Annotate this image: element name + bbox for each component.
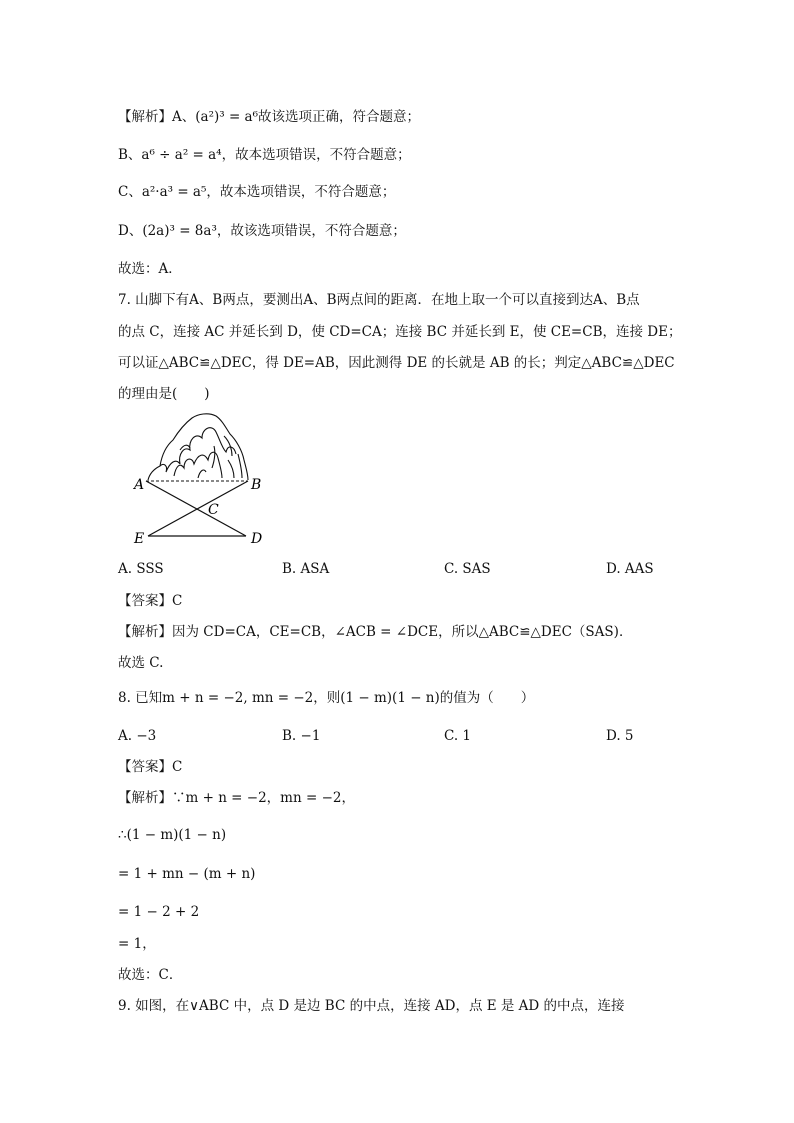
q8-analysis: 【解析】∵m + n = −2，mn = −2， bbox=[118, 790, 355, 806]
q7-option-d: D. AAS bbox=[606, 561, 654, 577]
q8-option-d: D. 5 bbox=[606, 728, 634, 744]
analysis-line-a: 【解析】A、(a²)³ = a⁶故该选项正确，符合题意； bbox=[118, 109, 421, 125]
segment-be bbox=[148, 481, 248, 536]
q8-option-b: B. −1 bbox=[282, 728, 321, 744]
label-a: A bbox=[134, 477, 145, 493]
label-b: B bbox=[251, 477, 262, 493]
analysis-line-b: B、a⁶ ÷ a² = a⁴，故本选项错误，不符合题意； bbox=[118, 147, 411, 163]
q8-choice: 故选：C． bbox=[118, 967, 183, 983]
q7-option-c: C. SAS bbox=[444, 561, 491, 577]
mountain-figure bbox=[118, 410, 268, 550]
q7-choice: 故选 C. bbox=[118, 655, 164, 671]
q8-option-a: A. −3 bbox=[118, 728, 157, 744]
q7-answer: 【答案】C bbox=[118, 593, 183, 609]
q9-text-line-1: 9. 如图，在∨ABC 中，点 D 是边 BC 的中点，连接 AD，点 E 是 AD 的中点，连接 bbox=[118, 998, 625, 1014]
label-e: E bbox=[134, 531, 145, 547]
q8-option-c: C. 1 bbox=[444, 728, 472, 744]
q8-step-2: = 1 + mn − (m + n) bbox=[118, 866, 256, 882]
q7-text-line-3: 可以证△ABC≌△DEC，得 DE=AB，因此测得 DE 的长就是 AB 的长；判定△ABC≌△DEC bbox=[118, 355, 675, 371]
analysis-line-c: C、a²·a³ = a⁵，故本选项错误，不符合题意； bbox=[118, 184, 396, 200]
q7-option-b: B. ASA bbox=[282, 561, 330, 577]
q8-answer: 【答案】C bbox=[118, 759, 183, 775]
q8-step-1: ∴(1 − m)(1 − n) bbox=[118, 827, 227, 843]
label-c: C bbox=[208, 502, 219, 518]
q7-text-line-1: 7. 山脚下有A、B两点，要测出A、B两点间的距离．在地上取一个可以直接到达A、B点 bbox=[118, 292, 640, 308]
q8-step-4: = 1， bbox=[118, 936, 156, 952]
analysis-line-d: D、(2a)³ = 8a³，故该选项错误，不符合题意； bbox=[118, 223, 406, 239]
q7-text-line-4: 的理由是( ) bbox=[118, 386, 210, 402]
analysis-choice: 故选：A． bbox=[118, 261, 182, 277]
q8-text-line-1: 8. 已知m + n = −2, mn = −2，则(1 − m)(1 − n)的值为（ ） bbox=[118, 690, 535, 706]
q7-text-line-2: 的点 C，连接 AC 并延长到 D，使 CD=CA；连接 BC 并延长到 E，使 CE=CB，连接 DE； bbox=[118, 324, 682, 340]
q7-analysis: 【解析】因为 CD=CA，CE=CB，∠ACB = ∠DCE，所以△ABC≌△DEC（SAS)． bbox=[118, 624, 633, 640]
label-d: D bbox=[251, 531, 263, 547]
mountain-drawing bbox=[148, 414, 248, 480]
q8-step-3: = 1 − 2 + 2 bbox=[118, 904, 200, 920]
q7-option-a: A. SSS bbox=[118, 561, 164, 577]
segment-ad bbox=[146, 481, 246, 536]
